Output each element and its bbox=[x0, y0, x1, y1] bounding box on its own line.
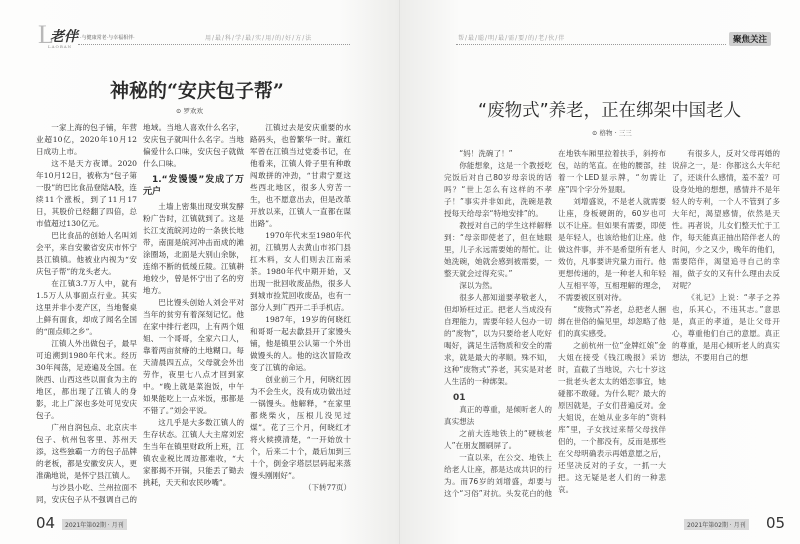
paragraph: 真正的尊重，是倾听老人的真实想法 bbox=[444, 405, 552, 426]
paragraph: 巴比馒头创始人刘会平对当年的贫穷有着深刻记忆。他在家中排行老四，上有两个姐姐、一个哥哥，全家六口人，靠着两亩贫瘠的土地糊口。每天清晨四五点，父母就会外出劳作，夜里七八点才回到家中。“晚上就是菜泡饭，中午如果能吃上一点米饭，那都是不错了。”刘会平说。 bbox=[143, 298, 244, 415]
page-number: 05 bbox=[766, 514, 786, 532]
logo-letter: L bbox=[38, 20, 54, 49]
tagline: ·与健康常老·与幸福相伴· bbox=[80, 35, 135, 41]
paragraph: 很多人都知道要孝敬老人，但却矫枉过正。把老人当成没有自理能力，需要年轻人包办一切的“废物”，以为只要给老人吃好喝好，满足生活物质和安全的需求，就是最大的孝顺。殊不知，这种“废物式”养老，其实是对老人生活的一种绑架。 bbox=[444, 293, 552, 386]
paragraph: 创业前三个月，何晓红因为不会生火，没有成功做出过一锅馒头。他解释，“在家里都烧柴火，压根儿没见过煤”。花了三个月，何晓红才将火候摸清楚，“一开始放十个，后来二十个，最后加到三十个，倒金字塔层层码起来蒸馒头刚刚好”。 bbox=[250, 375, 351, 480]
paragraph: 巴比食品的创始人名叫刘会平，来自安徽省安庆市怀宁县江镇镇。他被业内视为“安庆包子帮”的龙头老大。 bbox=[36, 231, 137, 276]
paragraph: 之前大连地铁上的“硬核老人”在朋友圈刷屏了。 bbox=[444, 429, 552, 450]
paragraph: 江镇人外出做包子，最早可追溯到1980年代末。经历30年闯荡，足迹遍及全国。在陕西、山西这些以面食为主的地区，都出现了江镇人的身影，北上广深也多处可见安庆包子。 bbox=[36, 339, 137, 420]
article-title: 神秘的“安庆包子帮” bbox=[110, 80, 284, 102]
paragraph: 《礼记》上说：“孝子之养也，乐其心，不违其志。”意思是，真正的孝道，是让父母开心，尊重他们自己的意愿。真正的尊重，是用心倾听老人的真实想法，不要用自己的想 bbox=[672, 293, 780, 362]
right-page bbox=[400, 0, 800, 544]
header-divider bbox=[78, 44, 350, 45]
continued-note: （下转77页） bbox=[303, 483, 351, 492]
page-number: 04 bbox=[36, 514, 56, 532]
issue-label: 2021年第02期 · 月刊 bbox=[62, 519, 127, 530]
paragraph: 有很多人，反对父母再婚的说辞之一，是：你都这么大年纪了，还谈什么感情，羞不羞？可设身处地的想想，感情并不是年轻人的专利，一个人不管到了多大年纪，渴望感情，依然是天性。再者说，儿女们整天忙于工作，每天能真正抽出陪伴老人的时间，少之又少，晚年的他们，需要陪伴，渴望追寻自己的幸福，做子女的又有什么理由去反对呢？ bbox=[672, 149, 780, 290]
paragraph: 1970年代末至1980年代初，江镇男人去黄山市祁门县扛木料，女人们则去江南采茶。1980年代中期开始，又出现一批回收废品热，很多人到城市捡荒回收废品，也有一部分人到广西开二手手机店。 bbox=[250, 231, 351, 312]
article-body bbox=[444, 148, 780, 508]
paragraph: 土墙上密集出现安琪发酵粉广告时，江镇就到了。这是长江支流皖河边的一条狭长地带，南面是皖河冲击而成的滩涂圈场，北面是大别山余脉，连绵不断的低缓丘陵。江镇耕地较少，曾是怀宁出了名的穷地方。 bbox=[143, 202, 244, 295]
header-motto: 帮/最/聪/明/最/需/要/的/老/伙/伴 bbox=[458, 35, 566, 42]
logo-en: LAOBAN bbox=[48, 44, 73, 49]
paragraph: “废物式”养老，总把老人捆绑在世俗的偏见里，却忽略了他们的真实感受。 bbox=[558, 305, 666, 338]
paragraph: 一家上海的包子铺，年营业超10亿，2020年10月12日成功上市。 bbox=[36, 123, 137, 156]
paragraph: 广州自润包点、北京庆丰包子、杭州包客里、苏州天添，这些独霸一方的包子品牌的老板，都是安徽安庆人，更准确地说，是怀宁县江镇人。 bbox=[36, 423, 137, 480]
magazine-logo bbox=[38, 22, 80, 48]
paragraph: 1987年，19岁的何晓红和哥哥一起去歙县开了家馒头铺，他是镇里公认第一个外出做馒头的人。他的这次冒险改变了江镇的命运。 bbox=[250, 315, 351, 372]
paragraph: “妈！洗碗了！” bbox=[459, 149, 513, 158]
paragraph: 在江镇3.7万人中，就有1.5万人从事面点行业。其实这里并非小麦产区，当地餐桌上鲜有面食，却成了闻名全国的“面点师之乡”。 bbox=[36, 279, 137, 336]
section-heading: 1.“发馒馒”发成了万元户 bbox=[143, 175, 244, 197]
article-byline: ⊙ 罗欢欢 bbox=[176, 107, 204, 115]
paragraph: 刘增盛说，不是老人就需要让座，身板硬朗的，60岁也可以不让座。但如果有需要，即使是年轻人，也该给他们让座。他做这件事，并不是希望所有老人效仿，凡事要讲究量力而行。他更想传递的，是一种老人和年轻人互相平等，互相理解的理念，不需要被区别对待。 bbox=[558, 197, 666, 302]
paragraph: 深以为然。 bbox=[459, 281, 498, 290]
paragraph: 一直以来，在公交、地铁上给老人让座，都是达成共识的行为。而76岁的刘增盛，却要与这个“习俗”对抗。头发花白的他在地铁车厢里拉着扶手，斜挎布包，站的笔直。在他的腰部，挂着一个LED显示牌，“勿需让座”四个字分外显眼。 bbox=[444, 149, 666, 498]
article-byline: ⊙ 格物 · 三三 bbox=[592, 129, 632, 137]
header-divider bbox=[456, 44, 726, 45]
article-title: “废物式”养老，正在绑架中国老人 bbox=[478, 101, 742, 121]
section-tag: 聚焦关注 bbox=[729, 32, 771, 46]
paragraph: 与沙县小吃、兰州拉面不同，安庆包子从不强调自己的地域。当地人喜欢什么名字，安庆包子就叫什么名字。当地偏爱什么口味，安庆包子就做什么口味。 bbox=[36, 123, 244, 504]
paragraph: 这不是天方夜谭。2020年10月12日，被称为“包子第一股”的巴比食品登陆A股，连续11个涨板，到了11月17日，其股价已经翻了四倍，总市值超过130亿元。 bbox=[36, 159, 137, 228]
paragraph: 这几乎是大多数江镇人的生存状态。江镇人大主席刘宏生当年在镇里财政所上班，江镇农业税比周边都难收，“大家都揭不开锅，只能丢了锄去挑耗，天天和农民吵嘴”。 bbox=[143, 418, 244, 487]
paragraph: 你能想象，这是一个教授吃完饭后对自己80岁母亲说的话吗？“世上怎么有这样的不孝子！”事实并非如此，洗碗是教授每天给母亲“特地安排”的。 bbox=[444, 161, 552, 218]
paragraph: 江镇过去是安庆重要的水路码头，也曾繁华一时。董红军曾在江镇当过党委书记，在他看来，江镇人骨子里有种敢闯敢拼的冲劲，“甘肃宁夏这些西北地区，很多人穷苦一生，也不愿意出去，但是改革开放以来，江镇人一直都在谋出路”。 bbox=[250, 123, 351, 228]
paragraph: 之前杭州一位“金牌红娘”金大姐在接受《钱江晚报》采访时，直截了当地说，六七十岁这一批老头老太太的婚恋事宜，她碰都不敢碰。为什么呢？最大的原因就是，子女们普遍反对。金大姐说，在她从业多年的“资料库”里，子女找过来帮父母找伴侣的，一个都没有，反而是那些在父母明确表示再婚意愿之后，还坚决反对的子女，一抓一大把。这无疑是老人们的一种悲哀。 bbox=[558, 341, 666, 494]
paragraph: 教授对自己的学生这样解释到：“母亲即使老了，但在她眼里，儿子永远需要她的帮忙。让她洗碗，她就会感到被需要，一整天就会过得充实。” bbox=[444, 221, 552, 278]
article-body bbox=[36, 122, 351, 510]
header-motto: 用/最/科/学/最/实/用/的/好/方/法 bbox=[205, 35, 313, 42]
issue-label: 2021年第02期 · 月刊 bbox=[684, 519, 749, 530]
section-heading: 01 bbox=[453, 393, 466, 403]
logo-text: 老伴 bbox=[50, 29, 78, 45]
